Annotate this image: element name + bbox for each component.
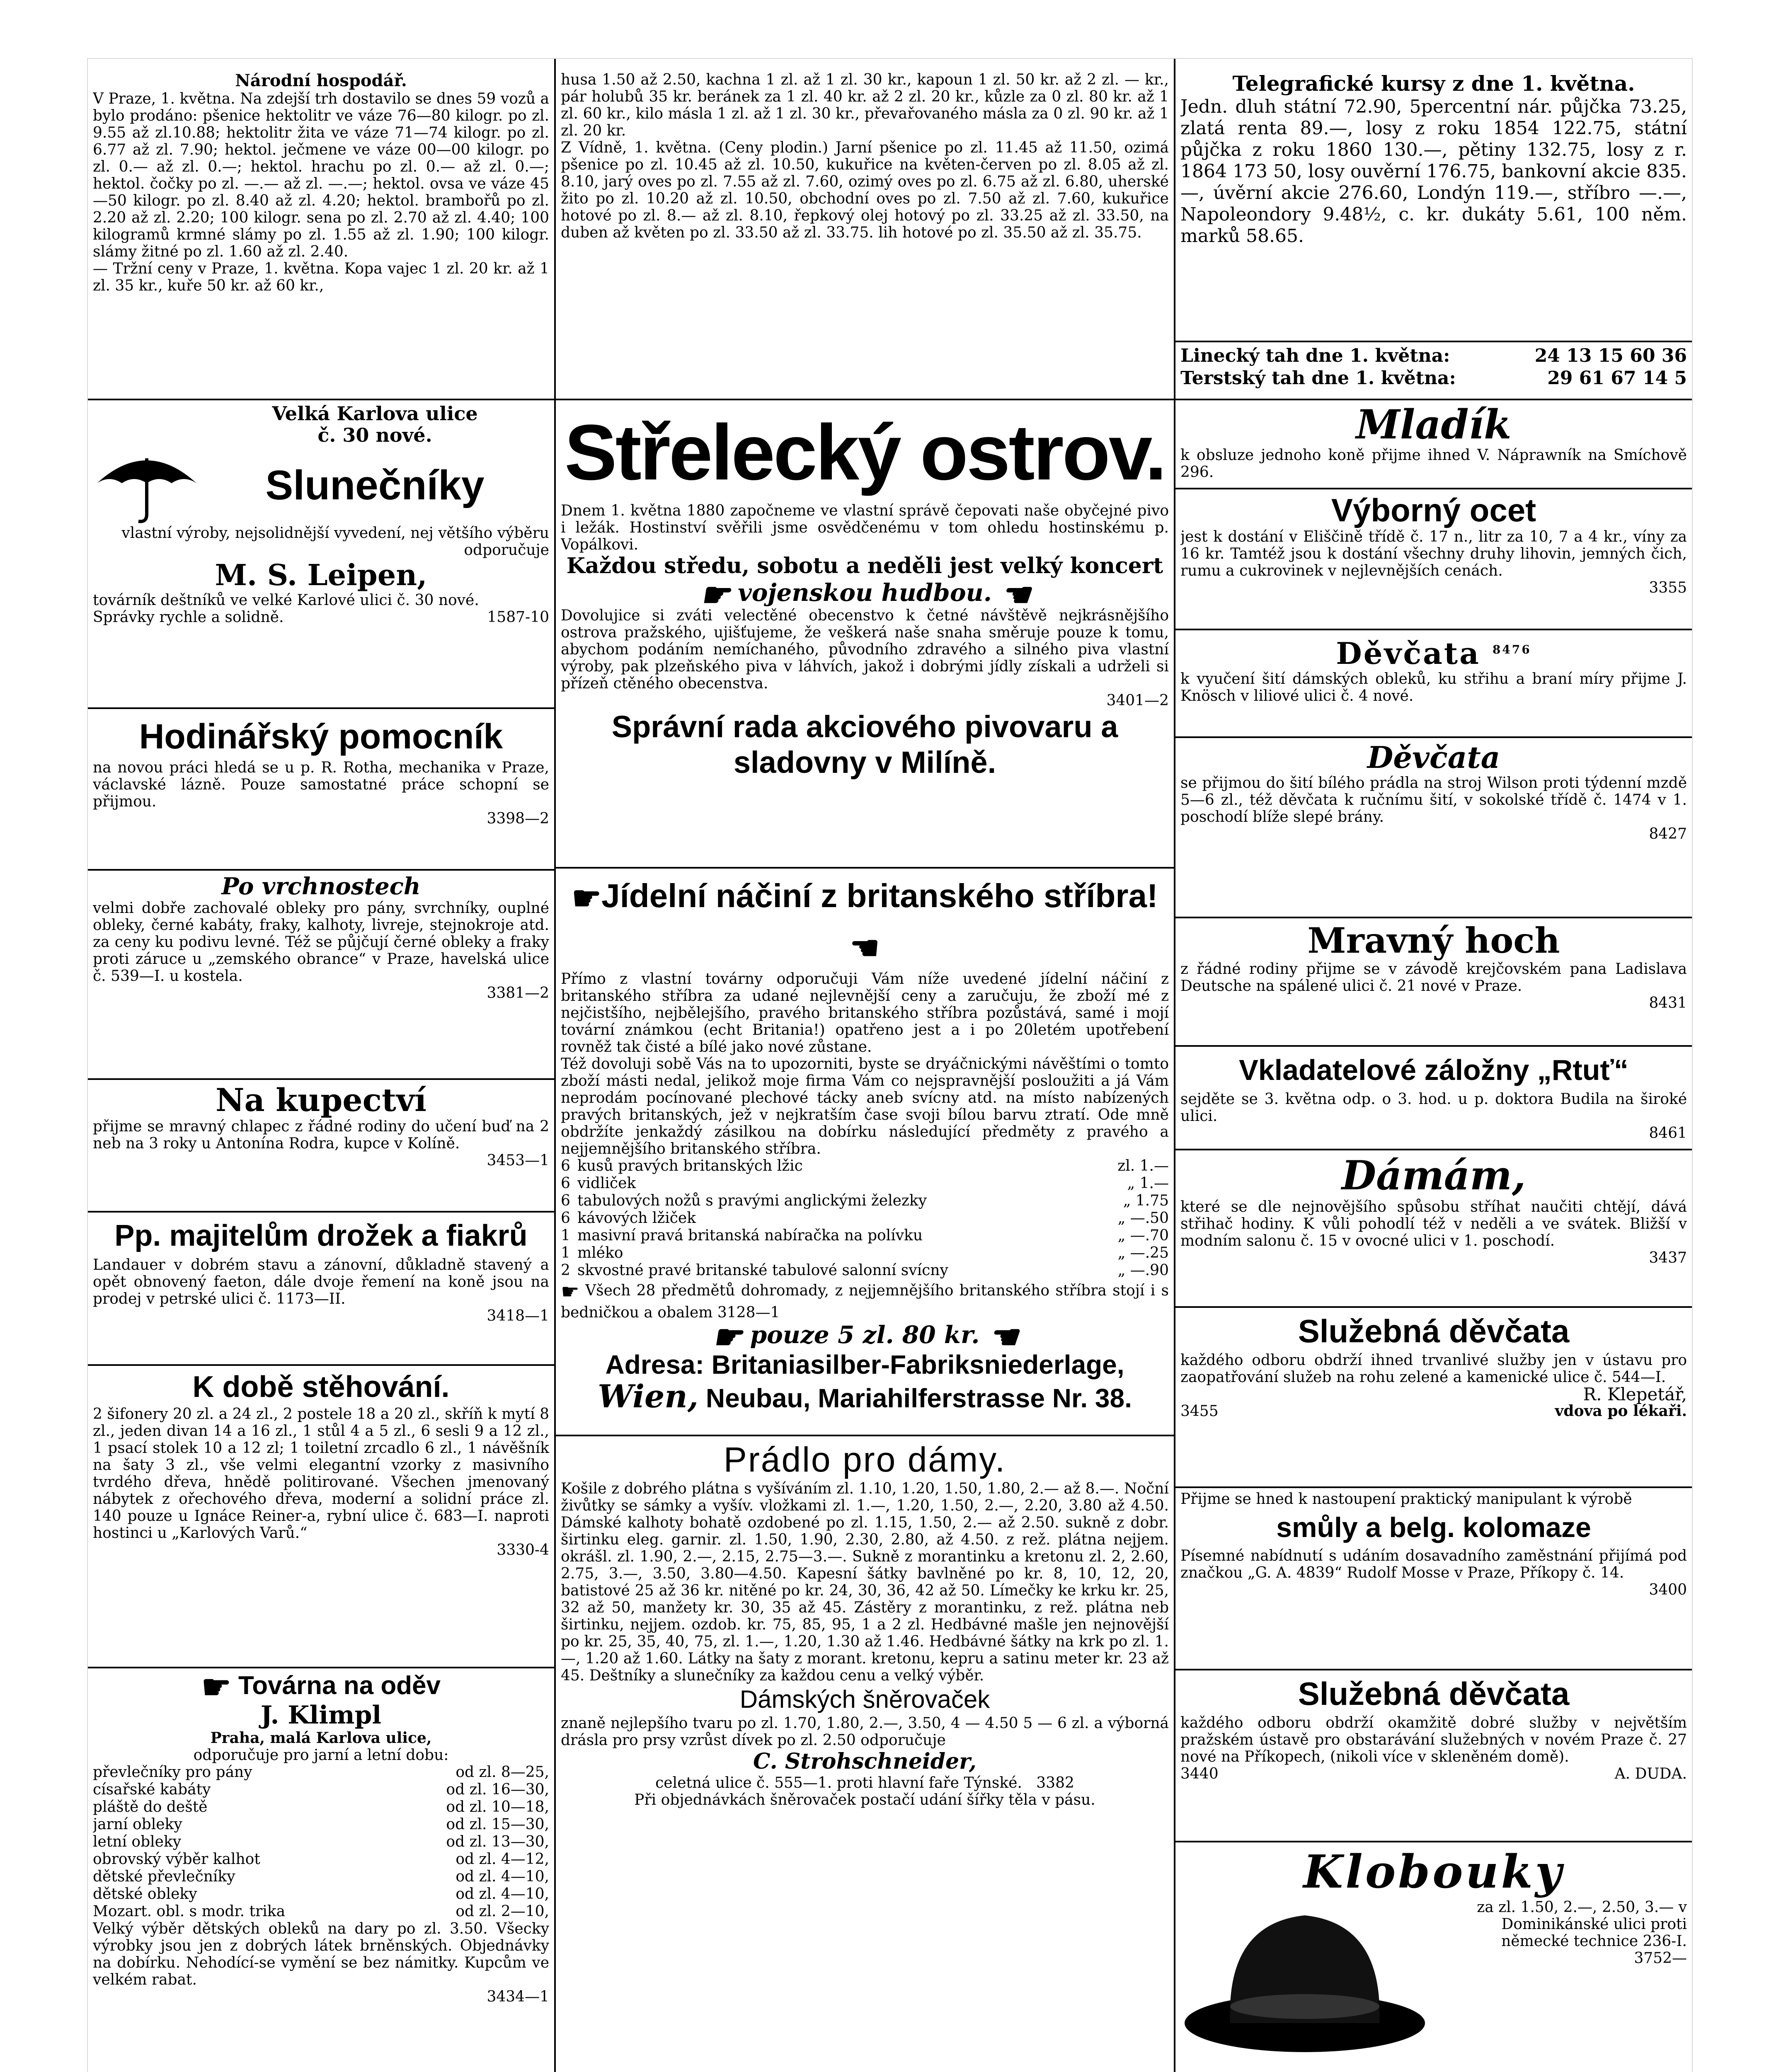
vrch-title: Po vrchnostech [221,873,421,900]
price-qty: 6 [561,1157,570,1174]
vklad-code: 8461 [1649,1125,1687,1142]
price-value: od zl. 4—12, [456,1851,549,1868]
price-item: vidliček [577,1175,636,1192]
jid-addr-city: Wien, [598,1378,699,1415]
price-item: dětské převlečníky [93,1868,235,1885]
pointing-hand-icon: ☚ [1000,575,1030,614]
price-item: kusů pravých britanských lžic [577,1157,803,1174]
kup-title: Na kupectví [216,1082,426,1118]
divider [556,867,1174,869]
sner-text: znaně nejlepšího tvaru po zl. 1.70, 1.80, 2.—, 3.50, 4 — 4.50 5 — 6 zl. a výborná drásla pro prsy vzrůst dívek po zl. 2.50 odporučuje [561,1715,1169,1749]
strel-code: 3401—2 [1106,692,1169,709]
ad-vkladatele [1180,1049,1687,1149]
drozek-code: 3418—1 [487,1307,549,1324]
tov-text2: Velký výběr dětských obleků na dary po zl. 3.50. Všecky výrobky jsou jen z dobrých látek brněnských. Objednávky na dobírku. Nehodící-se vymění se bez námitky. Kupcům ve velkém rabat. [93,1920,549,1988]
kup-code: 3453—1 [487,1152,549,1169]
ad-ocet [1180,492,1687,625]
lotto [1180,345,1687,395]
strel-sub: Každou středu, sobotu a neděli jest velký koncert [566,553,1163,579]
market-text2: — Tržní ceny v Praze, 1. května. Kopa vajec 1 zl. 20 kr. až 1 zl. 35 kr., kuře 50 kr. až 60 kr., [93,260,549,294]
ad-drozky [93,1215,549,1364]
strel-music-text: vojenskou hudbou. [738,579,992,607]
leipen-title: Slunečníky [265,462,485,508]
hodin-title: Hodinářský pomocník [139,717,503,756]
div1-title [1180,633,1687,670]
telegraph-rates [1180,71,1687,345]
jid-addr2 [561,1380,1169,1415]
sluz1-text: každého odboru obdrží ihned trvanlivé služby jen v ústavu pro zaopatřování služeb na rohu zelené a kamenické ulice č. 544—I. [1180,1352,1687,1386]
price-value: od zl. 8—25, [456,1764,549,1781]
price-qty: 1 [561,1227,570,1244]
leipen-name: M. S. Leipen, [215,558,427,592]
hoch-code: 8431 [1649,995,1687,1012]
divider [1175,629,1692,630]
divider [88,1364,554,1366]
hoch-title: Mravný hoch [1307,921,1560,961]
jid-text3-body: Všech 28 předmětů dohromady, z nejjemnějšího britanského stříbra stojí i s bedničkou a obalem [561,1282,1169,1321]
div1-title-text: Děvčata [1336,636,1481,671]
divider [1175,341,1692,342]
sner-title: Dámských šněrovaček [739,1685,990,1713]
leipen-text2: továrník deštníků ve velké Karlové ulici č. 30 nové. [93,592,479,609]
leipen-code: 1587-10 [487,609,549,626]
ad-kupectvi [93,1082,549,1207]
div2-title: Děvčata [1367,741,1500,775]
price-value: od zl. 15—30, [446,1816,549,1833]
market-text: V Praze, 1. května. Na zdejší trh dostavilo se dnes 59 vozů a bylo prodáno: pšenice hektolitr ve váze 76—80 kilogr. po zl. 9.55 až zl.10.88; hektolitr žita ve váze 71—74 kilogr. po zl. 6.77 až zl. 7.90; hektol. ječmene ve váze 00—00 kilogr. po zl. 0.— až zl. 0.—; hektol. hrachu po zl. 0.— až zl. 0.—; hektol. čočky po zl. —.— až zl. —.—; hektol. ovsa ve váze 45—50 kilogr. po zl. 8.40 až zl. 4.20; hektol. brambořů po zl. 2.20 až zl. 2.20; 100 kilogr. sena po zl. 2.70 až zl. 4.40; 100 kilogramů krmné slámy po zl. 1.55 až zl. 1.90; 100 kilogr. slámy žitné po zl. 1.60 až zl. 2.40. [93,90,549,260]
ad-sluzebna1 [1180,1310,1687,1484]
divider [1175,1306,1692,1308]
hoch-text: z řádné rodiny přijme se v závodě krejčovském pana Ladislava Deutsche na spálené ulici č. 21 nové v Praze. [1180,961,1687,995]
price-row [93,1781,549,1798]
vklad-title: Vkladatelové záložny „Rtuť“ [1239,1054,1628,1086]
tov-price-list [93,1764,549,1920]
ad-pradlo [561,1439,1169,2072]
jid-price [561,1317,1169,1356]
damam-title: Dámám, [1341,1153,1526,1199]
sluz2-text: každého odboru obdrží okamžitě dobré služby v největším pražském ústavě pro obstarávání služebných v novém Praze č. 27 nové na Příkopech, (nikoli více v skleněném domě). [1180,1714,1687,1765]
market-report [93,71,549,395]
price-row [561,1192,1169,1210]
sner-addr-text: celetná ulice č. 555—1. proti hlavní faře Týnské. [655,1774,1022,1791]
ad-hoch [1180,921,1687,1045]
div2-text: se přijmou do šití bílého prádla na stroj Wilson proti týdenní mzdě 5—6 zl., též děvčata k ručnímu šití, v sokolské třídě č. 1474 v 1. poschodí blíže slepé brány. [1180,775,1687,825]
price-row [93,1886,549,1903]
price-value: od zl. 4—10, [456,1868,549,1885]
price-row [561,1244,1169,1262]
price-item: letní obleky [93,1833,182,1850]
div2-code: 8427 [1649,825,1687,842]
vklad-text: sejděte se 3. května odp. o 3. hod. u p. doktora Budila na široké ulici. [1180,1091,1687,1125]
price-value: „ —.50 [1117,1210,1169,1227]
pointing-hand-icon: ☚ [988,1317,1018,1356]
sner-foot: Při objednávkách šněrovaček postačí udání šířky těla v pásu. [634,1791,1095,1808]
jid-text3 [561,1279,1169,1321]
drozek-title: Pp. majitelům drožek a fiakrů [114,1219,528,1252]
ad-jidelni [561,871,1169,1431]
price-item: dětské obleky [93,1886,197,1903]
price-item: Mozart. obl. s modr. trika [93,1903,286,1920]
damam-code: 3437 [1649,1249,1687,1266]
price-row [561,1157,1169,1175]
column-right [1175,59,1692,2072]
tel-text: Jedn. dluh státní 72.90, 5percentní nár. půjčka 73.25, zlatá renta 89.—, losy z roku 1854 122.75, státní půjčka z roku 1860 130.—, pětiny 132.75, losy z r. 1864 173 50, losy ouvěrní 176.75, bankovní akcie 835.—, úvěrní akcie 276.60, Londýn 119.—, stříbro —.—, Napoleondory 9.48½, c. kr. dukáty 5.61, 100 něm. marků 58.65. [1180,96,1687,247]
divider [88,1078,554,1080]
kup-text: přijme se mravný chlapec z řádné rodiny do učení buď na 2 neb na 3 roky u Antonína Rodra, kupce v Kolíně. [93,1118,549,1152]
jid-addr1: Adresa: Britaniasilber-Fabriksniederlage, [605,1350,1124,1380]
divider [1175,736,1692,738]
smuly-text: Písemné nabídnutí s udáním dosavadního zaměstnání přijímá pod značkou „G. A. 4839“ Rudolf Mosse v Praze, Příkopy č. 14. [1180,1547,1687,1581]
divider [1175,1045,1692,1047]
sluz1-role: vdova po lékaři. [1555,1402,1687,1420]
ocet-text: jest k dostání v Eliščině třídě č. 17 n., litr za 10, 7 a 4 kr., víny za 16 kr. Tamtéž jsou k dostání všechny druhy lihovin, jemných čich, rumu a cukrovinek v nejlevnějších cenách. [1180,528,1687,579]
price-row [93,1764,549,1781]
lotto-trieste [1180,367,1687,390]
price-row [561,1262,1169,1279]
price-item: masivní pravá britanská nabíračka na polívku [577,1227,923,1244]
price-value: od zl. 2—10, [456,1903,549,1920]
market-title: Národní hospodář. [235,71,407,90]
strel-text: Dnem 1. května 1880 započneme ve vlastní správě čepovati naše obyčejné pivo i ležák. Hostinství svěřili jsme osvědčenému v tom ohledu hostinskému p. Vopálkovi. [561,502,1169,553]
divider [88,399,554,400]
tov-title [93,1671,549,1706]
tov-name: J. Klimpl [260,1701,382,1730]
strel-title: Střelecký ostrov. [564,409,1166,496]
tel-title: Telegrafické kursy z dne 1. května. [1232,71,1635,96]
jid-price-text: pouze 5 zl. 80 kr. [750,1321,980,1349]
price-value: od zl. 4—10, [456,1886,549,1903]
smuly-title: smůly a belg. kolomaze [1276,1512,1591,1543]
klob-code: 3752— [1634,1950,1687,1967]
divider [88,707,554,709]
pointing-hand-icon: ☚ [850,929,880,966]
divider [88,1211,554,1213]
price-row [93,1833,549,1851]
prad-text: Košile z dobrého plátna s vyšíváním zl. 1.10, 1.20, 1.50, 1.80, 2.— až 8.—. Noční živůtky se sámky a vyšív. vložkami zl. 1.—, 1.20, 1.50, 2.—, 2.20, 3.80 až 4.50. Dámské kalhoty bohatě ozdobené po zl. 1.15, 1.50, 2.— až 2.50. sukně z dobr. širtinku eleg. garnir. zl. 1.50, 1.90, 2.30, 2.80, až 4.50. z rež. plátna nejjem. okrášl. zl. 1.90, 2.—, 2.15, 2.75—3.—. Sukně z morantinku a kretonu zl. 2, 2.60, 2.75, 3.—, 3.50, 3.80—4.50. Kapesní šátky bavlněné po kr. 8, 10, 12, 20, batistové 25 až 36 kr. nitěné po kr. 24, 30, 36, 42 až 50. Límečky ke krku kr. 25, 32 až 50, manžety kr. 30, 35 až 45. Zástěry z morantinku, z rež. plátna neb širtinku, nejjem. ozdob. kr. 75, 85, 95, 1 a 2 zl. Hedbávné mašle jen nejnovější po kr. 25, 35, 40, 75, zl. 1.—, 1.20, 1.30 až 1.46. Hedbávné šátky na krk po zl. 1.—, 1.20 až 1.60. Látky na šaty z morant. kretonu, kepru a satinu meter kr. 23 až 45. Deštníky a slunečníky za každou cenu a velký výběr. [561,1480,1169,1684]
pointing-hand-icon: ☛ [700,575,729,614]
ad-hodinar [93,714,549,871]
div1-code-top: 8476 [1492,643,1532,656]
sluz2-code: 3440 [1180,1765,1219,1782]
hodin-text: na novou práci hledá se u p. R. Rotha, mechanika v Praze, václavské lázně. Pouze samostatné práce schopní se přijmou. [93,759,549,810]
price-value: od zl. 13—30, [446,1833,549,1850]
price-row [93,1798,549,1816]
hodin-code: 3398—2 [487,810,549,827]
price-item: kávových lžiček [577,1210,696,1227]
ad-stehovani [93,1368,549,1667]
sner-code: 3382 [1036,1774,1074,1791]
tov-code: 3434—1 [487,1988,549,2005]
ad-klobouky [1180,1845,1687,2072]
price-item: skvostné pravé britanské tabulové salonní svícny [577,1262,948,1279]
price-qty: 6 [561,1210,570,1227]
sluz2-name: A. DUDA. [1614,1765,1687,1782]
jid-text2: Též dovoluji sobě Vás na to upozorniti, byste se dryáčnickými návěštími o tomto zboží másti nedal, jelikož moje firma Vám co nejspravnější posloužiti a já Vám neprodám pocínované plechové tácky aneb svícny atd. na místo nabízených pravých britanských, jež v nejkratším čase svoji bílou barvu ztratí. Ode mně obdržíte jenkaždý zásilkou na dobírku následující předměty z pravého a nejjemnějšího britanského stříbra. [561,1055,1169,1157]
leipen-number: č. 30 nové. [317,424,432,446]
price-item: mléko [577,1244,623,1261]
steh-title: K době stěhování. [192,1370,450,1404]
divider [1175,1669,1692,1670]
ocet-code: 3355 [1649,579,1687,596]
leipen-text: vlastní výroby, nejsolidnější vyvedení, nej většího výběru odporučuje [121,525,549,559]
lotto-linz [1180,345,1687,367]
vrch-code: 3381—2 [487,985,549,1002]
pointing-hand-icon: ☛ [201,1671,231,1706]
price-item: císařské kabáty [93,1781,211,1798]
divider [556,1435,1174,1436]
smuly-intro: Přijme se hned k nastoupení praktický manipulant k výrobě [1180,1491,1632,1508]
mladik-text: k obsluze jednoho koně přijme ihned V. Náprawník na Smíchově 296. [1180,447,1687,481]
price-value: od zl. 10—18, [446,1798,549,1815]
price-row [561,1227,1169,1244]
strel-sign: Správní rada akciového pivovaru a sladovny v Milíně. [611,709,1118,779]
ad-sluzebna2 [1180,1673,1687,1839]
newspaper-page [87,58,1693,2072]
strel-music [561,575,1169,614]
divider [1175,488,1692,489]
price-qty: 1 [561,1244,570,1261]
ocet-title: Výborný ocet [1331,492,1536,528]
lotto1-label: Linecký tah dne 1. května: [1180,345,1450,366]
divider [1175,1486,1692,1488]
leipen-foot: Správky rychle a solidně. [93,609,284,626]
ad-vrchnost [93,873,549,1076]
sluz2-title: Služebná děvčata [1298,1675,1570,1712]
market-report-cont [561,71,1169,395]
price-row [93,1816,549,1833]
jid-text: Přímo z vlastní továrny odporučuji Vám níže uvedené jídelní náčiní z britanského stříbra za udané nejlevnější ceny a zaručuju, že zboží mé z nejčistšího, nejbělejšího, pravého britanského stříbra pozůstává, samé i mojí tovární známkou (echt Britania!) opatřeno jest a i po 20letém upotřebení rovněž tak čisté a bílé jako nové zůstane. [561,971,1169,1055]
ad-devcata1 [1180,633,1687,734]
price-item: jarní obleky [93,1816,182,1833]
divider [1175,399,1692,400]
top-text: husa 1.50 až 2.50, kachna 1 zl. až 1 zl. 30 kr., kapoun 1 zl. 50 kr. až 2 zl. — kr., pár holubů 35 kr. beránek za 1 zl. 40 kr. až 2 zl. 20 kr., kůzle za 0 zl. 80 kr. až 1 zl. 60 kr., kilo másla 1 zl. až 1 zl. 30 kr., převařovaného másla za 0 zl. 90 kr. až 1 zl. 20 kr. [561,71,1169,139]
jid-title-text: Jídelní náčiní z britanského stříbra! [601,877,1158,914]
ad-smuly [1180,1491,1687,1667]
price-row [561,1210,1169,1227]
price-value: „ 1.— [1127,1175,1169,1192]
sluz1-foot [1180,1403,1687,1420]
div1-text: k vyučení šití dámských obleků, ku střihu a braní míry přijme J. Knösch v liliové ulici č. 4 nové. [1180,670,1687,704]
price-qty: 6 [561,1175,570,1192]
drozek-text: Landauer v dobrém stavu a zánovní, důkladně stavený a opět obnovený faeton, dále dvoje řemení na koně jsou na prodej v petrské ulici č. 1173—II. [93,1256,549,1307]
ad-tovarna [93,1671,549,2072]
price-qty: 6 [561,1192,570,1209]
steh-code: 3330-4 [497,1542,549,1559]
divider [88,869,554,871]
price-value: od zl. 16—30, [446,1781,549,1798]
column-middle [556,59,1174,2072]
lotto2-label: Terstský tah dne 1. května: [1180,368,1456,389]
column-left [88,59,554,2072]
sluz1-name: R. Klepetář, [1583,1384,1687,1404]
jid-code: 3128—1 [717,1304,780,1321]
umbrella-icon [93,446,201,525]
top-text2: Z Vídně, 1. května. (Ceny plodin.) Jarní pšenice po zl. 11.45 až 11.50, ozimá pšenice po zl. 10.45 až zl. 10.50, kukuřice na květen-červen po zl. 8.05 až zl. 8.10, jarý oves po zl. 7.55 až zl. 7.60, ozimý oves po zl. 6.75 až zl. 6.80, uherské žito po zl. 10.20 až zl. 10.50, obchodní oves po zl. 7.50 až zl. 7.60, kukuřice hotové po zl. 8.— až zl. 8.10, řepkový olej hotový po zl. 33.25 až zl. 33.50, na duben až květen po zl. 33.50 až zl. 33.75. lih hotové po zl. 35.50 až zl. 35.75. [561,139,1169,241]
klob-text: za zl. 1.50, 2.—, 2.50, 3.— v Dominikánské ulici proti německé technice 236-I. [1477,1899,1687,1950]
price-row [561,1175,1169,1192]
klob-title: Klobouky [1303,1845,1564,1898]
price-qty: 2 [561,1262,570,1279]
strel-text2: Dovolujice si zváti velectěné obecenstvo k četné návštěvě nejkrásnějšího ostrova pražského, ujišťujeme, že veškerá naše snaha směruje pouze k tomu, abychom podáním nemíchaného, původního zdravého a silného piva vlastní výroby, pak plzeňského piva v láhvích, jakož i dobrými jídly získali a udrželi si přízeň ctěného obecenstva. [561,607,1169,692]
price-value: zl. 1.— [1117,1157,1169,1174]
mladik-title: Mladík [1356,403,1512,448]
sluz1-title: Služebná děvčata [1298,1313,1570,1349]
lotto2-numbers: 29 61 67 14 5 [1547,368,1687,389]
pointing-hand-icon: ☛ [561,1280,579,1304]
sner-name: C. Strohschneider, [753,1749,977,1774]
divider [1175,1841,1692,1842]
price-value: „ —.90 [1117,1262,1169,1279]
divider [556,399,1174,400]
price-row [93,1851,549,1868]
pointing-hand-icon: ☛ [572,879,602,917]
price-value: „ —.70 [1117,1227,1169,1244]
lotto1-numbers: 24 13 15 60 36 [1534,345,1687,366]
tov-intro: odporučuje pro jarní a letní dobu: [193,1747,449,1764]
sluz2-foot [1180,1765,1687,1782]
leipen-street: Velká Karlova ulice [272,403,478,425]
divider [1175,1149,1692,1150]
price-item: tabulových nožů s pravými anglickými železky [577,1192,927,1209]
ad-leipen [93,403,549,639]
vrch-text: velmi dobře zachovalé obleky pro pány, svrchníky, ouplné obleky, černé kabáty, fraky, kalhoty, livreje, stejnokroje atd. za ceny ku podivu levné. Též se půjčují černé obleky a fraky proti záruce u „zemského obrance“ v Praze, havelská ulice č. 539—I. u kostela. [93,900,549,985]
jid-title [561,871,1169,971]
price-row [93,1868,549,1886]
sluz1-code: 3455 [1180,1403,1219,1420]
tov-addr: Praha, malá Karlova ulice, [210,1729,432,1747]
price-row [93,1903,549,1920]
damam-text: které se dle nejnovějšího spůsobu stříhat naučiti chtějí, dává střihač hodiny. K vůli pohodlí též v neděli a ve svátek. Bližší v modním salonu č. 15 v ovocné ulici v 1. poschodí. [1180,1198,1687,1249]
price-item: převlečníky pro pány [93,1764,252,1781]
tov-title-text: Továrna na oděv [238,1671,441,1700]
price-value: „ —.25 [1117,1244,1169,1261]
ad-mladik [1180,403,1687,486]
hat-icon [1180,1899,1429,2056]
jid-addr-street: Neubau, Mariahilferstrasse Nr. 38. [705,1383,1132,1413]
smuly-code: 3400 [1649,1581,1687,1598]
price-item: obrovský výběr kalhot [93,1851,260,1868]
sner-addr [561,1774,1169,1791]
prad-title: Prádlo pro dámy. [723,1440,1006,1479]
price-value: „ 1.75 [1123,1192,1169,1209]
divider [1175,917,1692,918]
price-item: pláště do deště [93,1798,208,1815]
steh-text: 2 šifonery 20 zl. a 24 zl., 2 postele 18 a 20 zl., skříň k mytí 8 zl., jeden divan 14 a 16 zl., 1 stůl 4 a 5 zl., 6 sesli 9 a 12 zl., 1 psací stolek 10 a 12 zl; 1 toiletní zrcadlo 6 zl., 1 návěšník na šaty 3 zl., vše velmi elegantní vzorky z masivního tvrdého dřeva, hnědě politirované. Všechen jmenovaný nábytek z ořechového dřeva, moderní a solidní práce zl. 140 pouze u Ignáce Reiner-a, rybní ulice č. 683—I. naproti hostinci u „Karlových Varů.“ [93,1406,549,1542]
ad-strelecky [561,403,1169,859]
ad-damam [1180,1153,1687,1306]
jid-price-list [561,1157,1169,1279]
pointing-hand-icon: ☛ [712,1317,742,1356]
ad-devcata2 [1180,741,1687,915]
divider [88,1667,554,1668]
